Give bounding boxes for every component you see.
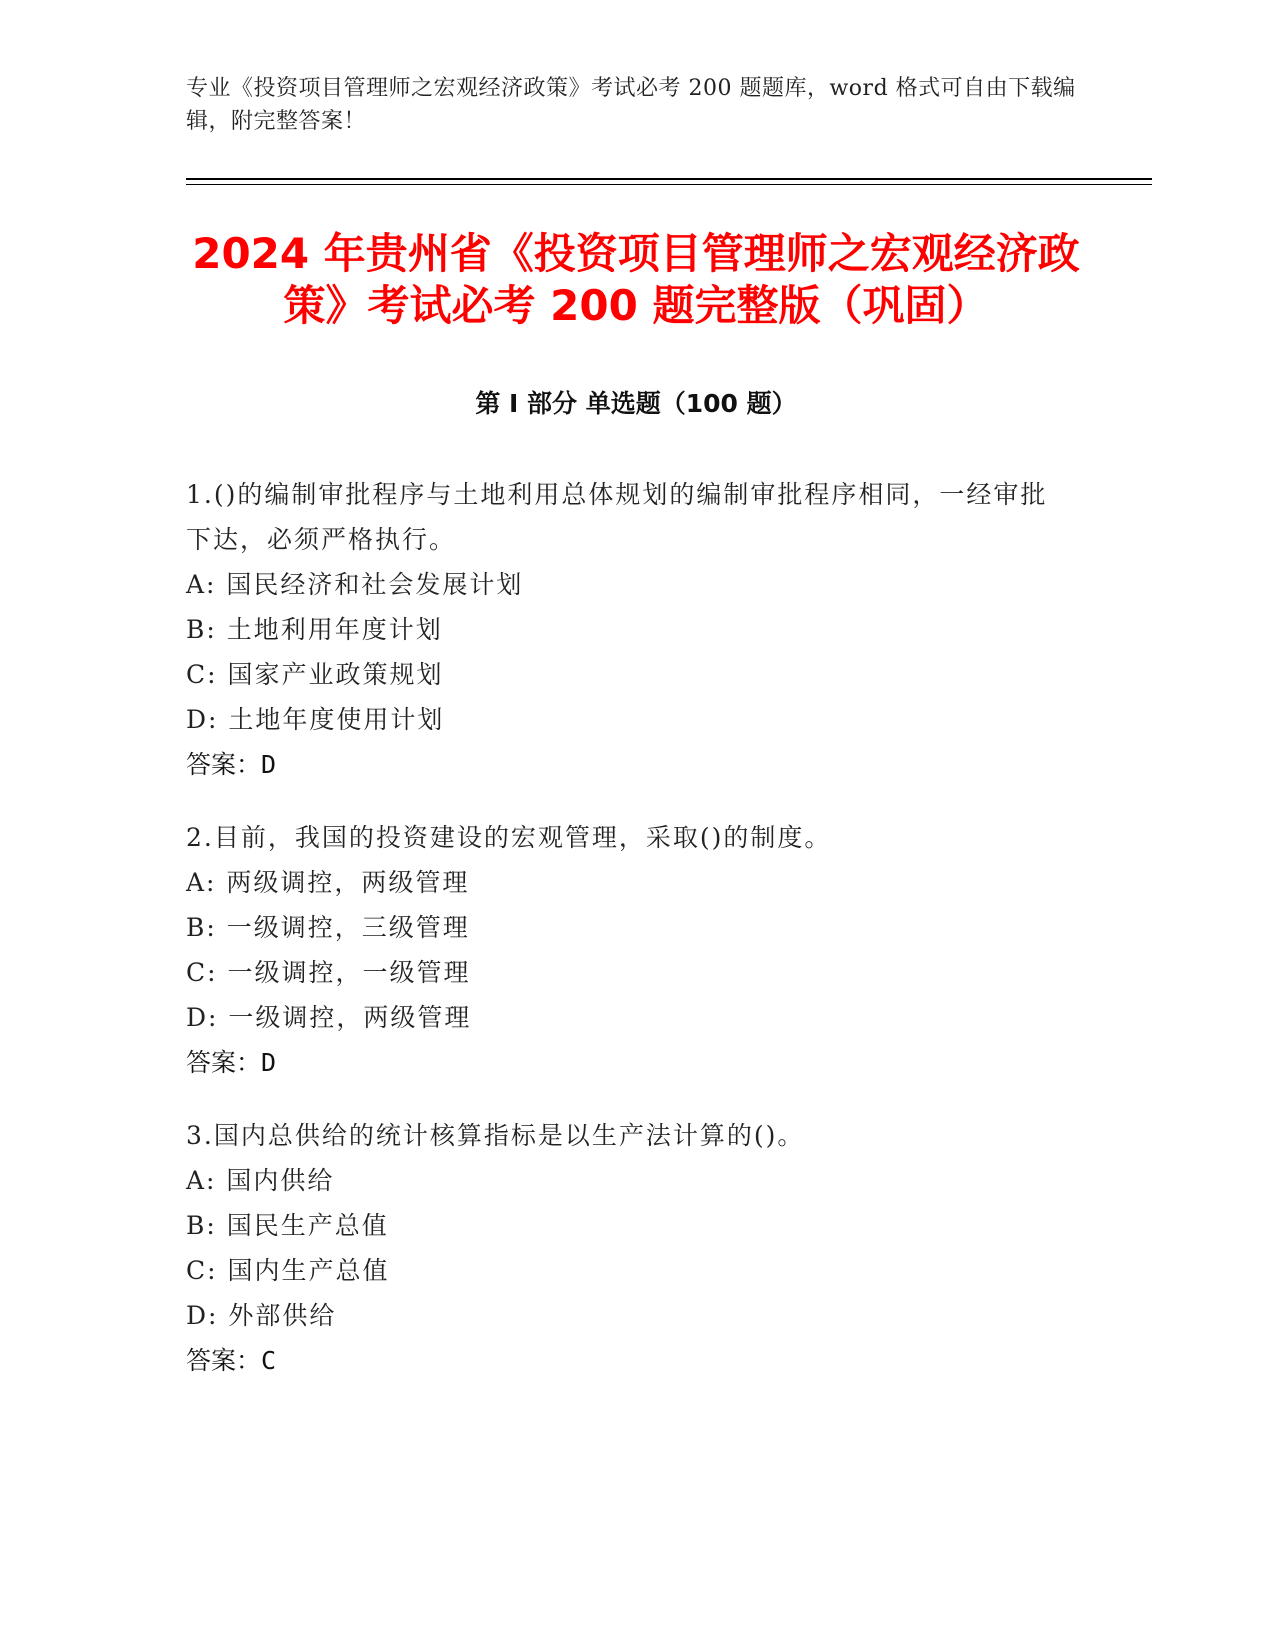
header-divider <box>186 178 1152 180</box>
option-c: C: 国内生产总值 <box>186 1256 390 1285</box>
answer-line <box>186 1040 1066 1085</box>
answer-label: 答案： <box>186 1346 262 1375</box>
document-title: 2024 年贵州省《投资项目管理师之宏观经济政策》考试必考 200 题完整版（巩固） <box>192 229 1080 330</box>
option-b: B: 一级调控，三级管理 <box>186 913 470 942</box>
answer-line <box>186 742 1066 787</box>
answer-label: 答案： <box>186 1048 262 1077</box>
option-d: D: 外部供给 <box>186 1301 337 1330</box>
question-stem: 2.目前，我国的投资建设的宏观管理，采取()的制度。 <box>186 823 832 852</box>
option-c: C: 一级调控，一级管理 <box>186 958 471 987</box>
question-1 <box>186 472 1066 787</box>
answer-line <box>186 1338 1066 1383</box>
header-divider-thin <box>186 184 1152 185</box>
option-a: A: 国内供给 <box>186 1166 335 1195</box>
question-3 <box>186 1113 1066 1383</box>
header-note: 专业《投资项目管理师之宏观经济政策》考试必考 200 题题库，word 格式可自由下载编辑，附完整答案！ <box>186 76 1076 134</box>
option-d: D: 一级调控，两级管理 <box>186 1003 472 1032</box>
answer-value: D <box>261 1048 277 1077</box>
question-stem: 1.()的编制审批程序与土地利用总体规划的编制审批程序相同，一经审批下达，必须严格执行。 <box>186 480 1048 554</box>
option-c: C: 国家产业政策规划 <box>186 660 444 689</box>
option-b: B: 国民生产总值 <box>186 1211 389 1240</box>
option-a: A: 国民经济和社会发展计划 <box>186 570 524 599</box>
answer-value: C <box>261 1346 277 1375</box>
question-list <box>186 472 1066 1411</box>
answer-label: 答案： <box>186 750 262 779</box>
answer-value: D <box>261 750 277 779</box>
question-2 <box>186 815 1066 1085</box>
option-d: D: 土地年度使用计划 <box>186 705 445 734</box>
option-b: B: 土地利用年度计划 <box>186 615 443 644</box>
section-heading: 第 I 部分 单选题（100 题） <box>475 389 797 418</box>
option-a: A: 两级调控，两级管理 <box>186 868 470 897</box>
question-stem: 3.国内总供给的统计核算指标是以生产法计算的()。 <box>186 1121 805 1150</box>
